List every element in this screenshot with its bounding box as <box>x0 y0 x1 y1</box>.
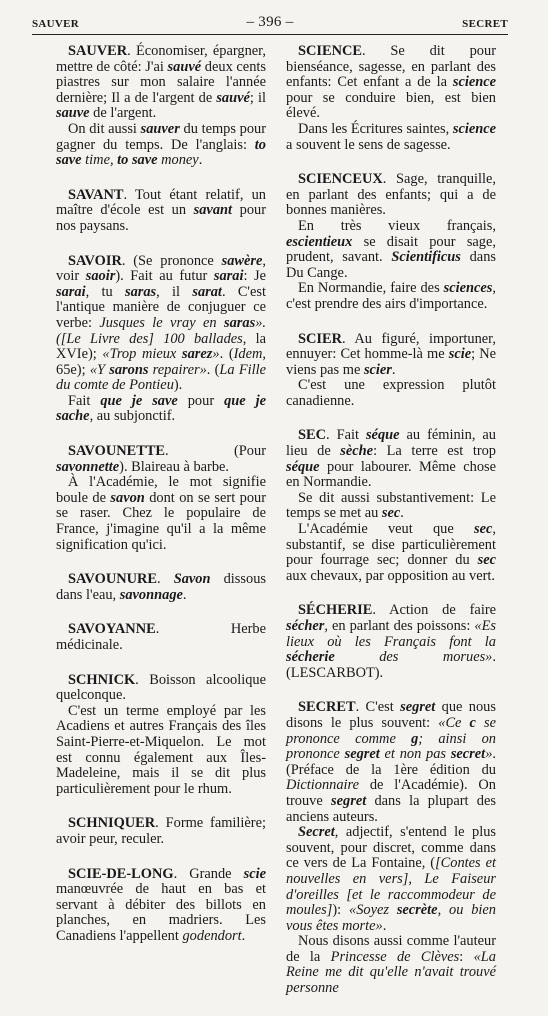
entry-definition <box>56 44 266 122</box>
entry-secret <box>286 700 496 996</box>
cited-term: science <box>452 120 496 137</box>
entry-paragraph <box>286 281 496 312</box>
running-header <box>32 12 508 34</box>
left-column <box>56 44 266 964</box>
body-text: ). <box>173 377 183 394</box>
body-text: pour nos paysans. <box>56 202 266 234</box>
cited-term: séque <box>365 427 400 444</box>
italic-text: godendort <box>182 927 242 944</box>
body-text: L'Académie veut que <box>298 521 475 538</box>
headword: SCHNIQUER <box>68 815 156 832</box>
body-text: dont on se sert pour se raser. Chez le populaire de France, j'imagine qu'il a la même signification qu'ici. <box>56 489 267 553</box>
entry-paragraph <box>56 704 266 798</box>
cited-term: savonnette <box>56 458 120 475</box>
italic-text: «La Reine me dit qu'elle n'avait trouvé personne <box>286 948 496 997</box>
body-text: : <box>459 948 474 965</box>
cited-term: scie <box>243 865 266 882</box>
body-text: . Économiser, épargner, mettre de côté: J'ai <box>56 43 266 75</box>
body-text: e <box>81 346 88 363</box>
cited-term: sécher <box>286 618 325 634</box>
body-text: du temps pour gagner du temps. De l'anglais: <box>56 120 267 153</box>
cited-term: scie <box>448 346 472 363</box>
entry-scie-de-long <box>56 867 266 945</box>
italic-text: ». ([Le Livre des] 100 ballades <box>56 314 266 347</box>
cited-term: escientieux <box>286 233 353 250</box>
body-text: C'est une expression plutôt canadienne. <box>286 377 496 409</box>
body-text: ); <box>87 346 103 363</box>
body-text: ); <box>76 361 90 378</box>
body-text: , voir <box>56 252 266 285</box>
entry-schniquer <box>56 816 266 847</box>
cited-term: saras <box>124 283 157 300</box>
italic-text: [Contes et nouvelles en vers], Le Faiseur d'oreilles [et le raccommodeur de moules] <box>286 855 497 919</box>
italic-text: se prononce comme <box>286 714 496 747</box>
body-text: e <box>70 361 77 378</box>
entry-definition <box>286 428 496 490</box>
cited-term: saoir <box>85 268 116 285</box>
headword: SCHNICK <box>68 671 136 688</box>
body-text: . Grande <box>173 865 244 882</box>
headword: SAUVER <box>68 43 128 59</box>
entry-definition <box>56 867 266 945</box>
headword: SCIE-DE-LONG <box>68 865 174 882</box>
cited-term: sauvé <box>216 89 250 106</box>
body-text: , c'est prendre des airs d'importance. <box>286 280 496 312</box>
body-text: deux cents piastres sur mon salaire l'année dernière; Il a de l'argent de <box>56 58 266 106</box>
body-text: , tu <box>85 283 125 300</box>
body-text: . <box>198 152 203 169</box>
body-text: En Normandie, faire des <box>298 280 444 297</box>
body-text: de l'argent. <box>89 105 157 122</box>
italic-text: «Es lieux où les Français font la <box>286 618 496 650</box>
body-text: . ( <box>219 346 234 363</box>
cited-term: sec <box>381 505 401 522</box>
body-text: . <box>382 917 387 934</box>
entry-sec <box>286 428 496 584</box>
entry-definition <box>286 700 496 825</box>
entry-science <box>286 44 496 153</box>
entry-paragraph <box>286 934 496 996</box>
body-text: dans Du Cange. <box>286 249 496 281</box>
cited-term: secrète <box>396 902 438 919</box>
body-text: On dit aussi <box>68 120 141 137</box>
entry-sauver <box>56 44 266 169</box>
body-text: . <box>241 927 246 944</box>
cited-term: sauvé <box>167 58 202 75</box>
cited-term: sciences <box>443 280 493 297</box>
italic-text: time, <box>81 152 118 169</box>
cited-term: sécherie <box>286 649 335 666</box>
entry-savant <box>56 188 266 235</box>
right-column <box>286 44 496 1016</box>
body-text: . (Se prononce <box>121 252 222 269</box>
body-text: se disait pour sage, prudent, savant. <box>286 233 496 266</box>
cited-term: segret <box>331 792 367 809</box>
cited-term: séque <box>286 458 320 475</box>
entry-paragraph <box>286 219 496 281</box>
italic-text: des morues» <box>334 649 493 666</box>
cited-term: saras <box>223 314 256 331</box>
cited-term: sèche <box>340 443 374 460</box>
cited-term: savon <box>110 489 145 506</box>
body-text: manœuvrée de haut en bas et servant à débiter des billots en planches, en madriers. Les Canadiens l'appellent <box>56 881 266 944</box>
headword: SAVOIR <box>68 252 122 269</box>
cited-term: scier <box>363 361 392 378</box>
page-number: – 396 – <box>246 14 294 30</box>
body-text: C'est un terme employé par les Acadiens et autres Français des îles Saint-Pierre-et-Miquelon. Le mot est connu également aux Îles-Madeleine, mais il se dit plus particulièrement pour le rhum. <box>56 702 266 797</box>
headword: SAVOUNURE <box>68 571 158 588</box>
body-text: . (LESCARBOT). <box>286 649 496 681</box>
cited-term: sauve <box>56 105 90 122</box>
body-text: pour se conduire bien, est bien élevé. <box>286 89 496 122</box>
body-text: . Fait <box>326 427 366 444</box>
body-text: dissous dans l'eau, <box>56 571 266 603</box>
body-text: a souvent le sens de sagesse. <box>286 136 451 153</box>
body-text: , la XVI <box>56 330 266 363</box>
italic-text: » <box>485 746 493 763</box>
body-text: ; il <box>249 89 266 106</box>
entry-paragraph <box>286 825 496 934</box>
cited-term: c <box>469 714 476 731</box>
cited-term: science <box>452 74 496 91</box>
entry-definition <box>286 44 496 122</box>
italic-text: money <box>157 152 199 169</box>
headword: SAVOUNETTE <box>68 443 166 460</box>
header-rule <box>32 34 508 35</box>
entry-secherie <box>286 603 496 681</box>
body-text: ). Fait au futur <box>115 268 214 285</box>
body-text: , il <box>156 283 193 300</box>
headword: SAVOYANNE <box>68 621 156 638</box>
body-text: dans la plupart des anciens auteurs. <box>286 792 496 825</box>
body-text: pour <box>177 392 225 409</box>
body-text: . <box>182 586 187 603</box>
entry-paragraph <box>286 491 496 522</box>
body-text: . Sage, tranquille, en parlant des enfants; qui a de bonnes manières. <box>286 171 496 219</box>
cited-term: secret <box>450 746 486 763</box>
header-right-word: SECRET <box>462 18 508 30</box>
entry-definition <box>56 572 266 603</box>
body-text: aux chevaux, par opposition au vert. <box>286 567 496 584</box>
headword: SÉCHERIE <box>298 602 373 619</box>
body-text: . C'est l'antique manière de conjuguer ce verbe: <box>56 283 266 331</box>
body-text: . Au figuré, importuner, ennuyer: Cet homme-là me <box>286 330 496 363</box>
entry-definition <box>56 188 266 235</box>
body-text: . (Préface de la 1ère édition du <box>286 746 496 778</box>
body-text: Dans les Écritures saintes, <box>298 120 453 137</box>
italic-text: Jusques le vray en <box>99 314 224 331</box>
cited-term: Savon <box>173 571 211 588</box>
body-text: de l'Académie). On trouve <box>286 777 496 809</box>
cited-term: sarai <box>56 283 86 300</box>
body-text: . <box>391 361 396 378</box>
cited-term: sec <box>474 521 493 538</box>
body-text: . (Pour <box>165 443 266 460</box>
entry-definition <box>286 172 496 219</box>
cited-term: que je save <box>100 392 178 409</box>
body-text: . <box>157 571 174 588</box>
body-text: , au subjonctif. <box>89 408 176 425</box>
entry-definition <box>56 444 266 475</box>
headword: SAVANT <box>68 186 124 203</box>
entry-savounure <box>56 572 266 603</box>
cited-term: sec <box>477 552 496 569</box>
cited-term: sarat <box>192 283 222 300</box>
cited-term: Scientificus <box>391 249 461 266</box>
entry-schnick <box>56 673 266 798</box>
entry-paragraph <box>286 522 496 584</box>
body-text: . ( <box>206 361 220 378</box>
body-text: que nous disons le plus souvent: <box>286 699 496 731</box>
italic-text: ; ainsi on prononce <box>286 730 496 763</box>
italic-text: «Soyez <box>349 902 397 919</box>
entry-paragraph <box>56 475 266 553</box>
italic-text: La Fille du comte de Pontieu <box>56 361 267 394</box>
italic-text: , ou bien vous êtes morte» <box>286 902 496 934</box>
body-text: au féminin, au lieu de <box>286 427 496 460</box>
body-text: : La terre est trop <box>373 443 497 460</box>
entry-definition <box>286 332 496 379</box>
cited-term: to save <box>117 152 158 169</box>
body-text: , substantif, se dise particulièrement pour fourrage sec; donner du <box>286 521 496 569</box>
body-text: . Se dit pour bienséance, sagesse, en parlant des enfants: Cet enfant a de la <box>286 43 496 91</box>
entry-paragraph <box>286 122 496 153</box>
entry-definition <box>286 603 496 681</box>
italic-text: repairer» <box>148 361 207 378</box>
body-text: ; Ne viens pas me <box>286 346 496 378</box>
entry-definition <box>56 673 266 704</box>
body-text: , en parlant des poissons: <box>324 618 475 634</box>
cited-term: g <box>411 730 419 747</box>
cited-term: segret <box>400 699 436 716</box>
cited-term: sarez <box>181 346 213 363</box>
entry-definition <box>56 622 266 653</box>
entry-paragraph <box>286 378 496 409</box>
cited-term: que je sache <box>56 392 266 425</box>
cited-term: sarons <box>109 361 149 378</box>
body-text: Fait <box>68 392 101 409</box>
cited-term: sawère <box>221 252 263 269</box>
cited-term: to save <box>56 136 266 169</box>
entry-paragraph <box>56 122 266 169</box>
entry-savoir <box>56 254 266 426</box>
entry-definition <box>56 254 266 394</box>
body-text: ). Blaireau à barbe. <box>119 458 230 475</box>
entry-savounette <box>56 444 266 553</box>
headword: SCIENCEUX <box>298 171 383 188</box>
italic-text: «Trop mieux <box>102 346 182 363</box>
body-text: Se dit aussi substantivement: Le temps se met au <box>286 489 496 522</box>
entry-savoyanne <box>56 622 266 653</box>
entry-definition <box>56 816 266 847</box>
cited-term: savonnage <box>119 586 183 603</box>
body-text: En très vieux français, <box>298 217 496 234</box>
cited-term: segret <box>344 746 380 763</box>
italic-text: Princesse de Clèves <box>330 948 460 965</box>
body-text: , adjectif, s'entend le plus souvent, pour discret, comme dans ce vers de La Fontaine, ( <box>286 824 496 872</box>
italic-text: «Y <box>89 361 110 378</box>
cited-term: sarai <box>213 268 244 285</box>
cited-term: savant <box>193 202 233 219</box>
italic-text: Idem <box>233 346 263 363</box>
body-text: . C'est <box>355 699 401 716</box>
cited-term: Secret <box>298 824 335 841</box>
body-text: . Forme familière; avoir peur, reculer. <box>56 815 266 847</box>
cited-term: sauver <box>140 120 180 137</box>
body-text: : Je <box>243 268 266 285</box>
headword: SEC <box>298 427 326 444</box>
entry-paragraph <box>56 394 266 425</box>
body-text: . Herbe médicinale. <box>56 621 266 653</box>
italic-text: «Ce <box>438 714 470 731</box>
body-text: , 65 <box>56 346 266 378</box>
header-left-word: SAUVER <box>32 18 80 30</box>
italic-text: Dictionnaire <box>286 777 360 794</box>
entry-scier <box>286 332 496 410</box>
italic-text: et non pas <box>379 746 451 763</box>
body-text: À l'Académie, le mot signifie boule de <box>56 474 266 506</box>
headword: SCIENCE <box>298 43 362 59</box>
body-text: Nous disons aussi comme l'auteur de la <box>286 933 496 965</box>
body-text: . Action de faire <box>372 602 496 619</box>
entry-scienceux <box>286 172 496 312</box>
headword: SCIER <box>298 330 342 347</box>
body-text: pour labourer. Même chose en Normandie. <box>286 458 496 491</box>
body-text: ): <box>332 902 350 919</box>
italic-text: » <box>212 346 220 363</box>
body-text: . Tout étant relatif, un maître d'école est un <box>56 186 266 219</box>
body-text: . Boisson alcoolique quelconque. <box>56 671 266 704</box>
body-text: . <box>400 505 404 522</box>
headword: SECRET <box>298 699 356 716</box>
